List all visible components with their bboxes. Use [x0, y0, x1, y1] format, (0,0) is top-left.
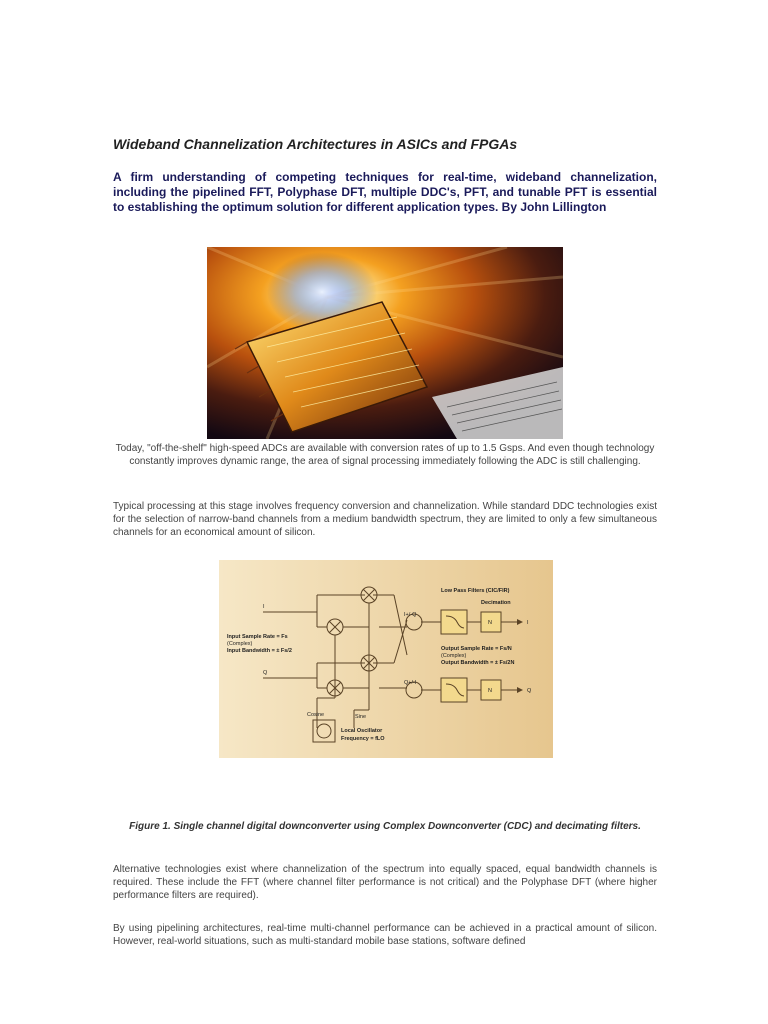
- label-decim-factor-top: N: [488, 620, 492, 626]
- photo-caption: Today, "off-the-shelf" high-speed ADCs are available with conversion rates of up to 1.5 Gsps. And even though technology constantly improves dynamic range, the area of signal processing immediately following the ADC is still challenging.: [115, 443, 655, 467]
- label-output-rate: Output Sample Rate = Fs/N: [441, 646, 512, 652]
- label-sum-bottom: Q+/-I: [404, 680, 417, 686]
- body-paragraph-1: Typical processing at this stage involves frequency conversion and channelization. While standard DDC technologies exist for the selection of narrow-band channels from a medium bandwidth spectrum, they are limited to only a few simultaneous channels for an economical amount of silicon.: [113, 501, 657, 538]
- label-output-i: I: [527, 620, 529, 626]
- article-lead: A firm understanding of competing techniques for real-time, wideband channelization, including the pipelined FFT, Polyphase DFT, multiple DDC's, PFT, and tunable PFT is essential to establishing the optimum solution for different application types. By John Lillington: [113, 170, 657, 214]
- label-cosine: Cosine: [307, 712, 325, 718]
- chip-photo: [207, 247, 563, 439]
- label-decimation: Decimation: [481, 600, 511, 606]
- body-paragraph-3: By using pipelining architectures, real-time multi-channel performance can be achieved in a practical amount of silicon. However, real-world situations, such as multi-standard mobile base stations, software defined: [113, 923, 657, 947]
- label-decim-factor-bottom: N: [488, 688, 492, 694]
- label-output-bandwidth: Output Bandwidth = ± Fs/2N: [441, 660, 515, 666]
- label-output-complex: (Complex): [441, 653, 467, 659]
- label-input-complex: (Complex): [227, 641, 253, 647]
- label-lo-frequency: Frequency = fLO: [341, 736, 385, 742]
- figure-caption: Figure 1. Single channel digital downconverter using Complex Downconverter (CDC) and decimating filters.: [129, 821, 641, 832]
- chip-photo-illustration: [207, 247, 563, 439]
- label-sum-top: I+/-Q: [404, 612, 417, 618]
- label-input-i: I: [263, 604, 265, 610]
- label-low-pass: Low Pass Filters (CIC/FIR): [441, 588, 510, 594]
- label-local-oscillator: Local Oscillator: [341, 728, 383, 734]
- article-title: Wideband Channelization Architectures in ASICs and FPGAs: [113, 136, 518, 152]
- label-input-bandwidth: Input Bandwidth = ± Fs/2: [227, 648, 292, 654]
- label-input-q: Q: [263, 670, 268, 676]
- label-input-rate: Input Sample Rate = Fs: [227, 634, 288, 640]
- label-output-q: Q: [527, 688, 532, 694]
- body-paragraph-2: Alternative technologies exist where channelization of the spectrum into equally spaced, equal bandwidth channels is required. These include the FFT (where channel filter performance is not critical) and the Polyphase DFT (where higher performance filters are required).: [113, 864, 657, 901]
- ddc-block-diagram: [219, 560, 553, 758]
- ddc-diagram-svg: [219, 560, 553, 758]
- label-sine: Sine: [355, 714, 367, 720]
